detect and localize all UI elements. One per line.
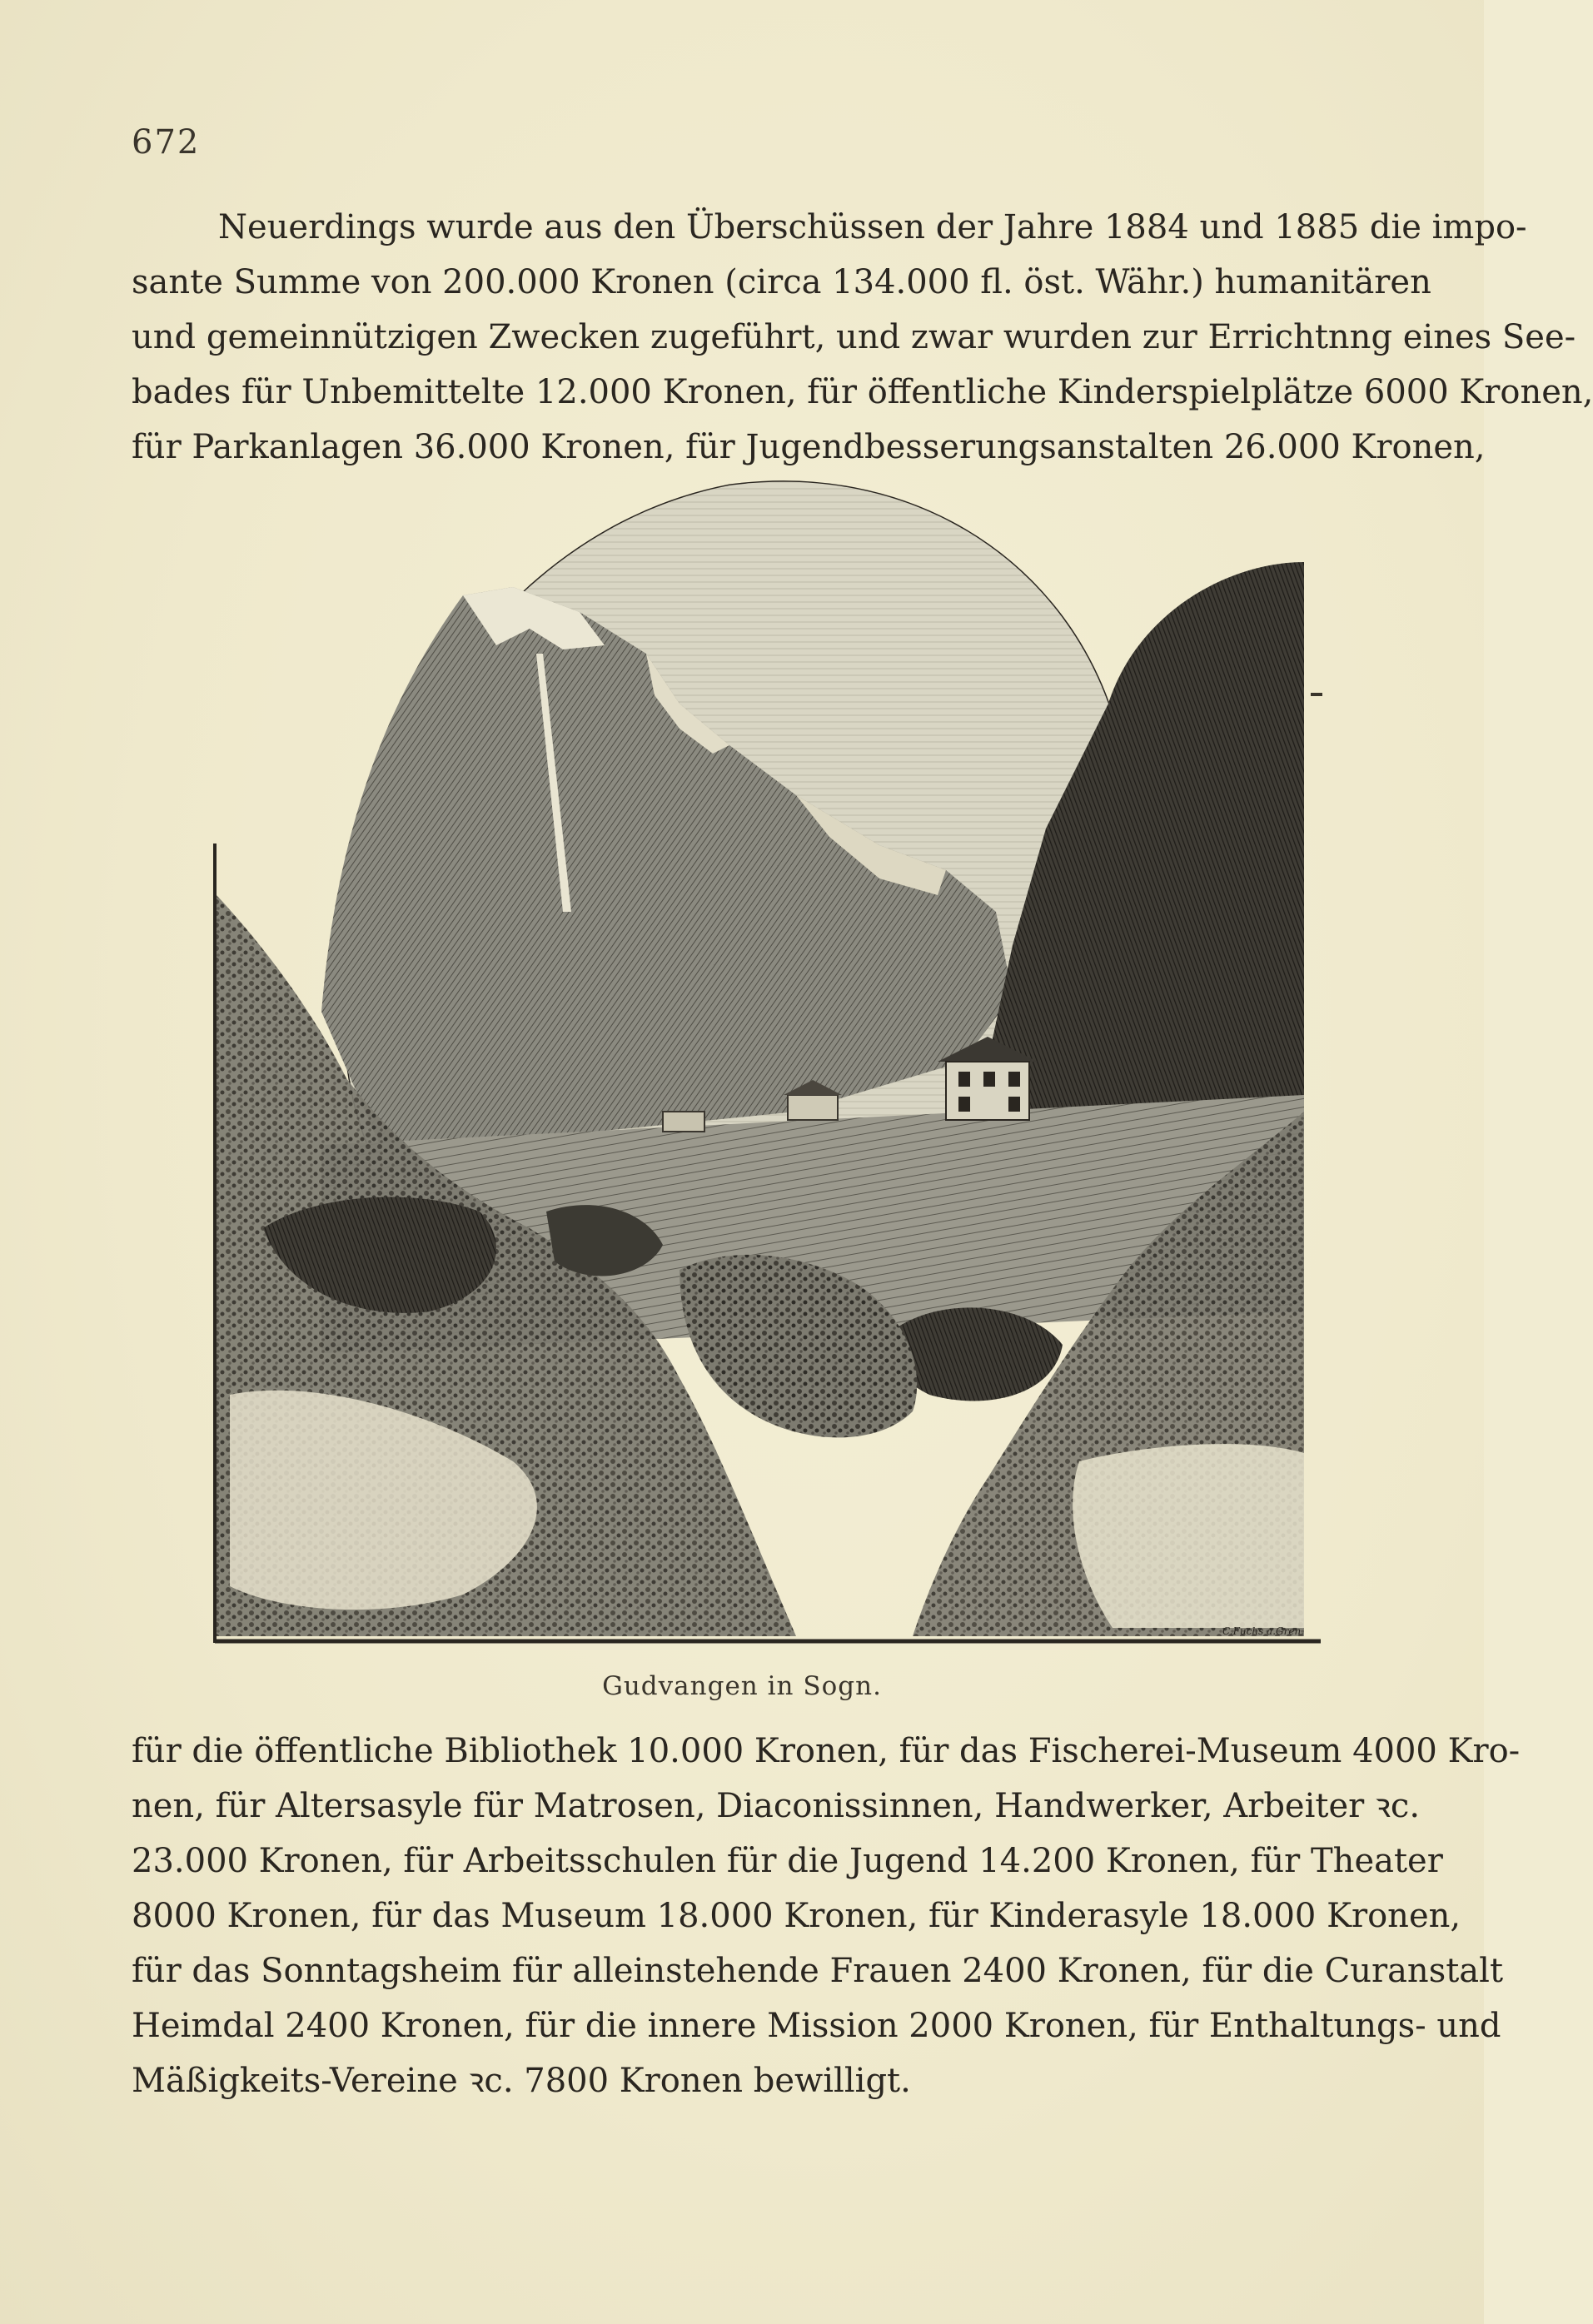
page-number: 672: [132, 123, 201, 162]
text-line: bades für Unbemittelte 12.000 Kronen, für öffentliche Kinderspielplätze 6000 Kronen,: [132, 373, 1593, 411]
text-line: Mäßigkeits-Vereine ꝛc. 7800 Kronen bewilligt.: [132, 2062, 911, 2100]
text-line: Heimdal 2400 Kronen, für die innere Mission 2000 Kronen, für Enthaltungs- und: [132, 2007, 1501, 2045]
text-line: 23.000 Kronen, für Arbeitsschulen für die Jugend 14.200 Kronen, für Theater: [132, 1842, 1443, 1880]
engraver-signature: C.Fuchs a.Gren.: [1222, 1625, 1304, 1637]
paragraph-top: [132, 200, 1593, 475]
text-line: sante Summe von 200.000 Kronen (circa 134.000 fl. öst. Währ.) humanitären: [132, 263, 1431, 301]
paragraph-bottom: [132, 1724, 1521, 2108]
text-line: für die öffentliche Bibliothek 10.000 Kronen, für das Fischerei-Museum 4000 Kro-: [132, 1732, 1521, 1770]
text-line: Neuerdings wurde aus den Überschüssen der Jahre 1884 und 1885 die impo-: [218, 208, 1527, 246]
engraving-figure: [213, 479, 1321, 1645]
text-line: nen, für Altersasyle für Matrosen, Diaconissinnen, Handwerker, Arbeiter ꝛc.: [132, 1787, 1421, 1825]
text-line: für das Sonntagsheim für alleinstehende Frauen 2400 Kronen, für die Curanstalt: [132, 1952, 1504, 1990]
engraving-illustration: [213, 479, 1321, 1645]
text-line: und gemeinnützigen Zwecken zugeführt, und zwar wurden zur Errichtnng eines See-: [132, 318, 1576, 356]
text-line: 8000 Kronen, für das Museum 18.000 Kronen, für Kinderasyle 18.000 Kronen,: [132, 1897, 1461, 1935]
figure-caption: Gudvangen in Sogn.: [602, 1671, 882, 1701]
text-line: für Parkanlagen 36.000 Kronen, für Jugendbesserungsanstalten 26.000 Kronen,: [132, 428, 1486, 466]
